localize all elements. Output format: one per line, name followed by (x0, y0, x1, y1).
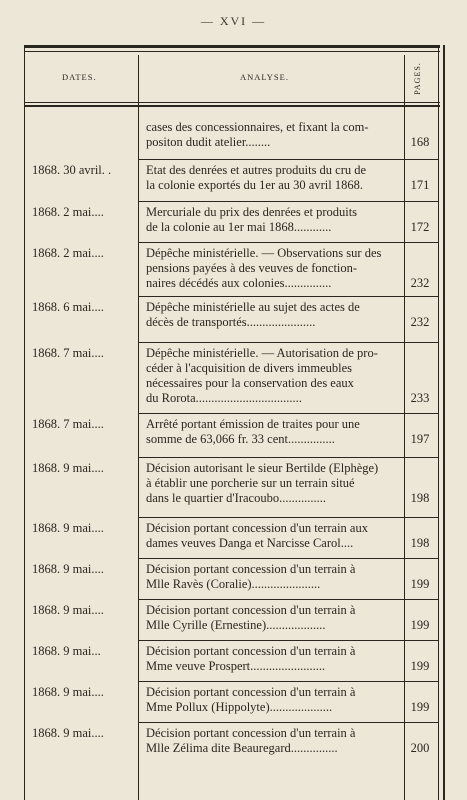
table-right-border (438, 45, 445, 800)
entry-analysis-line: du Rorota.................................. (146, 391, 302, 405)
entry-analysis-line: Décision portant concession d'un terrain à (146, 644, 356, 658)
entry-analysis-line: positon dudit atelier........ (146, 135, 271, 149)
entry-analysis-line: Décision portant concession d'un terrain aux (146, 521, 368, 535)
entry-analysis (146, 417, 402, 447)
entry-date: 1868. 9 mai.... (32, 685, 104, 699)
entry-page-number: 168 (410, 135, 430, 149)
entry-analysis (146, 685, 402, 715)
entry-analysis-line: à établir une porcherie sur un terrain situé (146, 476, 355, 490)
entry-analysis (146, 603, 402, 633)
column-divider-dates (138, 55, 139, 800)
entry-date: 1868. 9 mai.... (32, 603, 104, 617)
entry-analysis-line: pensions payées à des veuves de fonction- (146, 261, 358, 275)
entry-separator (138, 517, 438, 518)
entry-analysis (146, 346, 402, 406)
header-pages (405, 58, 435, 100)
entry-separator (138, 558, 438, 559)
entry-separator (138, 201, 438, 202)
entry-analysis (146, 205, 402, 235)
entry-page-number: 232 (410, 315, 430, 329)
entry-page-number: 199 (410, 618, 430, 632)
entry-analysis-line: Mercuriale du prix des denrées et produits (146, 205, 358, 219)
entry-page-number: 233 (410, 391, 430, 405)
entry-analysis-line: Mlle Ravès (Coralie)...................... (146, 577, 321, 591)
entry-date: 1868. 2 mai.... (32, 205, 104, 219)
entry-page-number: 199 (410, 700, 430, 714)
entry-analysis-line: Arrêté portant émission de traites pour une (146, 417, 360, 431)
entry-analysis (146, 120, 402, 150)
entry-date: 1868. 9 mai.... (32, 461, 104, 475)
entry-separator (138, 681, 438, 682)
entry-analysis-line: Dépêche ministérielle. — Observations sur des (146, 246, 382, 260)
entry-analysis-line: Mme veuve Prospert........................ (146, 659, 326, 673)
entry-page-number: 200 (410, 741, 430, 755)
entry-date: 1868. 2 mai.... (32, 246, 104, 260)
entry-analysis (146, 246, 402, 291)
entry-date: 1868. 30 avril. . (32, 163, 112, 177)
entry-analysis-line: cases des concessionnaires, et fixant la com- (146, 120, 369, 134)
entry-analysis-line: Décision portant concession d'un terrain à (146, 603, 356, 617)
entry-analysis-line: Décision portant concession d'un terrain à (146, 685, 356, 699)
entry-analysis-line: de la colonie au 1er mai 1868............ (146, 220, 332, 234)
entry-analysis (146, 726, 402, 756)
entry-analysis-line: nécessaires pour la conservation des eaux (146, 376, 354, 390)
entry-analysis-line: dans le quartier d'Iracoubo............... (146, 491, 326, 505)
entry-analysis-line: décès de transportés...................... (146, 315, 316, 329)
entry-separator (138, 242, 438, 243)
entry-separator (138, 722, 438, 723)
entry-analysis-line: la colonie exportés du 1er au 30 avril 1868. (146, 178, 363, 192)
entry-analysis-line: somme de 63,066 fr. 33 cent............... (146, 432, 335, 446)
entry-date: 1868. 6 mai.... (32, 300, 104, 314)
entry-analysis-line: Mlle Cyrille (Ernestine)................... (146, 618, 326, 632)
entry-analysis-line: Mlle Zélima dite Beauregard............... (146, 741, 338, 755)
header-pages-label: PAGES. (412, 62, 422, 95)
entry-analysis-line: naires décédés aux colonies............... (146, 276, 332, 290)
entry-separator (138, 296, 438, 297)
entry-date: 1868. 9 mai.... (32, 726, 104, 740)
table-left-border (24, 45, 25, 800)
entry-page-number: 232 (410, 276, 430, 290)
page-folio: — XVI — (200, 14, 267, 28)
entry-analysis (146, 163, 402, 193)
entry-analysis-line: Décision portant concession d'un terrain à (146, 726, 356, 740)
entry-analysis-line: dames veuves Danga et Narcisse Carol.... (146, 536, 354, 550)
entry-date: 1868. 9 mai.... (32, 521, 104, 535)
entry-analysis (146, 461, 402, 506)
entry-page-number: 171 (410, 178, 430, 192)
entry-separator (138, 640, 438, 641)
entry-analysis-line: Décision portant concession d'un terrain à (146, 562, 356, 576)
header-dates: DATES. (62, 72, 97, 82)
entry-page-number: 197 (410, 432, 430, 446)
entry-separator (138, 342, 438, 343)
entry-page-number: 172 (410, 220, 430, 234)
entry-analysis (146, 521, 402, 551)
entry-date: 1868. 9 mai.... (32, 562, 104, 576)
entry-analysis-line: Dépêche ministérielle. — Autorisation de pro- (146, 346, 378, 360)
entry-analysis-line: Dépêche ministérielle au sujet des actes de (146, 300, 360, 314)
header-rule (24, 102, 440, 107)
table-top-rule (24, 45, 440, 52)
entry-analysis (146, 644, 402, 674)
header-analyse: ANALYSE. (240, 72, 289, 82)
entry-page-number: 198 (410, 491, 430, 505)
entry-analysis-line: Mme Pollux (Hippolyte).................... (146, 700, 333, 714)
entry-page-number: 198 (410, 536, 430, 550)
entry-analysis (146, 562, 402, 592)
entry-analysis-line: céder à l'acquisition de divers immeubles (146, 361, 353, 375)
entry-date: 1868. 7 mai.... (32, 417, 104, 431)
entry-date: 1868. 7 mai.... (32, 346, 104, 360)
entry-separator (138, 457, 438, 458)
entry-date: 1868. 9 mai... (32, 644, 101, 658)
entry-page-number: 199 (410, 659, 430, 673)
entry-page-number: 199 (410, 577, 430, 591)
entry-analysis-line: Etat des denrées et autres produits du cru de (146, 163, 367, 177)
entry-analysis (146, 300, 402, 330)
entry-separator (138, 599, 438, 600)
column-divider-pages (404, 55, 405, 800)
entry-separator (138, 159, 438, 160)
entry-separator (138, 413, 438, 414)
entry-analysis-line: Décision autorisant le sieur Bertilde (Elphège) (146, 461, 379, 475)
